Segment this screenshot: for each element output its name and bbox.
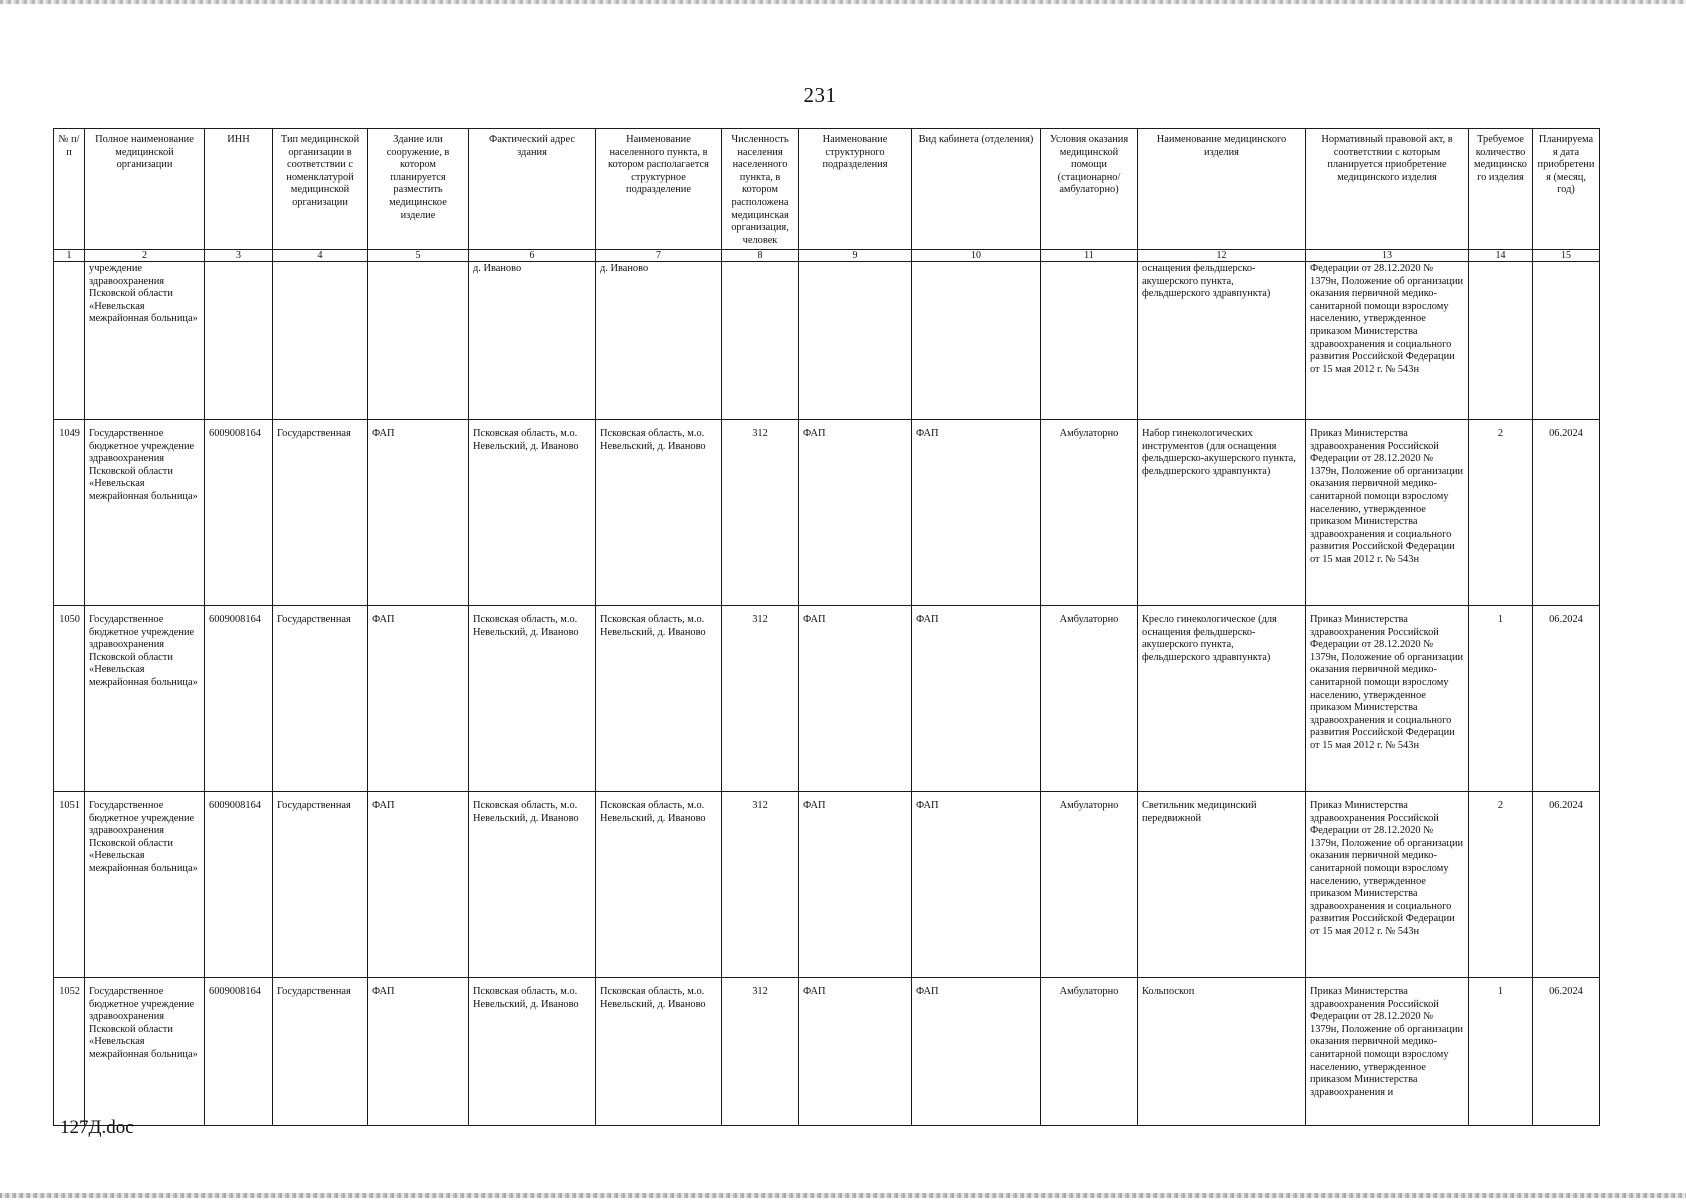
column-number: 9 (799, 250, 912, 262)
cell-inn: 6009008164 (205, 978, 273, 1126)
cell-num: 1051 (54, 792, 85, 978)
cell-conditions (1041, 262, 1138, 420)
header-cell-settlement: Наименование населенного пункта, в котором располагается структурное подразделение (596, 129, 722, 250)
cell-settlement: Псковская область, м.о. Невельский, д. Иваново (596, 792, 722, 978)
header-cell-type: Тип медицинской организации в соответствии с номенклатурой медицинской организации (273, 129, 368, 250)
cell-building: ФАП (368, 606, 469, 792)
cell-date: 06.2024 (1533, 978, 1600, 1126)
cell-org: Государственное бюджетное учреждение здравоохранения Псковской области «Невельская межрайонная больница» (85, 792, 205, 978)
cell-unit: ФАП (799, 420, 912, 606)
cell-address: Псковская область, м.о. Невельский, д. Иваново (469, 606, 596, 792)
cell-inn: 6009008164 (205, 420, 273, 606)
header-cell-unit: Наименование структурного подразделения (799, 129, 912, 250)
cell-org: Государственное бюджетное учреждение здравоохранения Псковской области «Невельская межрайонная больница» (85, 420, 205, 606)
column-number: 14 (1469, 250, 1533, 262)
cell-num: 1049 (54, 420, 85, 606)
header-cell-num: № п/п (54, 129, 85, 250)
cell-type: Государственная (273, 978, 368, 1126)
cell-date: 06.2024 (1533, 420, 1600, 606)
cell-date: 06.2024 (1533, 606, 1600, 792)
cell-cabinet (912, 262, 1041, 420)
cell-num: 1050 (54, 606, 85, 792)
cell-conditions: Амбулаторно (1041, 606, 1138, 792)
column-number: 13 (1306, 250, 1469, 262)
cell-type: Государственная (273, 420, 368, 606)
column-number: 7 (596, 250, 722, 262)
cell-num: 1052 (54, 978, 85, 1126)
column-number: 12 (1138, 250, 1306, 262)
cell-conditions: Амбулаторно (1041, 420, 1138, 606)
page-number: 231 (803, 83, 837, 107)
header-cell-act: Нормативный правовой акт, в соответствии с которым планируется приобретение медицинского изделия (1306, 129, 1469, 250)
cell-qty: 1 (1469, 978, 1533, 1126)
cell-cabinet: ФАП (912, 978, 1041, 1126)
cell-building: ФАП (368, 792, 469, 978)
cell-unit: ФАП (799, 606, 912, 792)
cell-unit (799, 262, 912, 420)
cell-num (54, 262, 85, 420)
cell-org: учреждение здравоохранения Псковской области «Невельская межрайонная больница» (85, 262, 205, 420)
cell-address: д. Иваново (469, 262, 596, 420)
header-cell-population: Численность населения населенного пункта, в котором расположена медицинская организация, человек (722, 129, 799, 250)
table-row (54, 792, 1600, 978)
scan-edge-bottom (0, 1193, 1686, 1198)
cell-unit: ФАП (799, 792, 912, 978)
cell-population: 312 (722, 792, 799, 978)
cell-act: Приказ Министерства здравоохранения Российской Федерации от 28.12.2020 № 1379н, Положение об организации оказания первичной медико-санитарной помощи взрослому населению, утвержденное приказом Министерства здравоохранения и социального развития Российской Федерации от 15 мая 2012 г. № 543н (1306, 792, 1469, 978)
cell-type (273, 262, 368, 420)
header-cell-address: Фактический адрес здания (469, 129, 596, 250)
cell-type: Государственная (273, 792, 368, 978)
cell-cabinet: ФАП (912, 606, 1041, 792)
header-cell-cabinet: Вид кабинета (отделения) (912, 129, 1041, 250)
cell-act: Приказ Министерства здравоохранения Российской Федерации от 28.12.2020 № 1379н, Положение об организации оказания первичной медико-санитарной помощи взрослому населению, утвержденное приказом Министерства здравоохранения и социального развития Российской Федерации от 15 мая 2012 г. № 543н (1306, 606, 1469, 792)
column-number: 5 (368, 250, 469, 262)
equipment-table (53, 128, 1600, 1126)
cell-inn: 6009008164 (205, 792, 273, 978)
scan-edge-top (0, 0, 1686, 4)
cell-qty: 1 (1469, 606, 1533, 792)
table-row (54, 606, 1600, 792)
column-number-row (54, 250, 1600, 262)
header-cell-device: Наименование медицинского изделия (1138, 129, 1306, 250)
cell-settlement: Псковская область, м.о. Невельский, д. Иваново (596, 606, 722, 792)
cell-population: 312 (722, 420, 799, 606)
cell-population: 312 (722, 606, 799, 792)
continuation-row (54, 262, 1600, 420)
table-row (54, 978, 1600, 1126)
cell-population: 312 (722, 978, 799, 1126)
cell-qty: 2 (1469, 420, 1533, 606)
header-row (54, 129, 1600, 250)
cell-act: Приказ Министерства здравоохранения Российской Федерации от 28.12.2020 № 1379н, Положение об организации оказания первичной медико-санитарной помощи взрослому населению, утвержденное приказом Министерства здравоохранения и социального развития Российской Федерации от 15 мая 2012 г. № 543н (1306, 420, 1469, 606)
column-number: 15 (1533, 250, 1600, 262)
header-cell-inn: ИНН (205, 129, 273, 250)
cell-cabinet: ФАП (912, 420, 1041, 606)
column-number: 10 (912, 250, 1041, 262)
cell-date (1533, 262, 1600, 420)
cell-org: Государственное бюджетное учреждение здравоохранения Псковской области «Невельская межрайонная больница» (85, 606, 205, 792)
cell-org: Государственное бюджетное учреждение здравоохранения Псковской области «Невельская межрайонная больница» (85, 978, 205, 1126)
cell-settlement: Псковская область, м.о. Невельский, д. Иваново (596, 978, 722, 1126)
cell-conditions: Амбулаторно (1041, 978, 1138, 1126)
cell-device: оснащения фельдшерско-акушерского пункта, фельдшерского здравпункта) (1138, 262, 1306, 420)
header-cell-qty: Требуемое количество медицинского изделия (1469, 129, 1533, 250)
cell-address: Псковская область, м.о. Невельский, д. Иваново (469, 792, 596, 978)
cell-address: Псковская область, м.о. Невельский, д. Иваново (469, 420, 596, 606)
cell-qty (1469, 262, 1533, 420)
cell-device: Светильник медицинский передвижной (1138, 792, 1306, 978)
cell-device: Набор гинекологических инструментов (для оснащения фельдшерско-акушерского пункта, фельдшерского здравпункта) (1138, 420, 1306, 606)
column-number: 2 (85, 250, 205, 262)
table-row (54, 420, 1600, 606)
cell-date: 06.2024 (1533, 792, 1600, 978)
cell-building: ФАП (368, 420, 469, 606)
header-cell-conditions: Условия оказания медицинской помощи (стационарно/ амбулаторно) (1041, 129, 1138, 250)
cell-settlement: д. Иваново (596, 262, 722, 420)
footer-filename: 127Д.doc (60, 1117, 134, 1138)
column-number: 3 (205, 250, 273, 262)
cell-inn: 6009008164 (205, 606, 273, 792)
cell-unit: ФАП (799, 978, 912, 1126)
cell-settlement: Псковская область, м.о. Невельский, д. Иваново (596, 420, 722, 606)
column-number: 8 (722, 250, 799, 262)
cell-act: Приказ Министерства здравоохранения Российской Федерации от 28.12.2020 № 1379н, Положение об организации оказания первичной медико-санитарной помощи взрослому населению, утвержденное приказом Министерства здравоохранения и (1306, 978, 1469, 1126)
header-cell-date: Планируемая дата приобретения (месяц, год) (1533, 129, 1600, 250)
cell-conditions: Амбулаторно (1041, 792, 1138, 978)
column-number: 4 (273, 250, 368, 262)
cell-type: Государственная (273, 606, 368, 792)
column-number: 11 (1041, 250, 1138, 262)
cell-building: ФАП (368, 978, 469, 1126)
cell-building (368, 262, 469, 420)
cell-qty: 2 (1469, 792, 1533, 978)
cell-population (722, 262, 799, 420)
cell-address: Псковская область, м.о. Невельский, д. Иваново (469, 978, 596, 1126)
cell-cabinet: ФАП (912, 792, 1041, 978)
cell-device: Кольпоскоп (1138, 978, 1306, 1126)
header-cell-org: Полное наименование медицинской организации (85, 129, 205, 250)
column-number: 1 (54, 250, 85, 262)
cell-inn (205, 262, 273, 420)
cell-device: Кресло гинекологическое (для оснащения фельдшерско-акушерского пункта, фельдшерского здравпункта) (1138, 606, 1306, 792)
column-number: 6 (469, 250, 596, 262)
cell-act: Федерации от 28.12.2020 № 1379н, Положение об организации оказания первичной медико-санитарной помощи взрослому населению, утвержденное приказом Министерства здравоохранения и социального развития Российской Федерации от 15 мая 2012 г. № 543н (1306, 262, 1469, 420)
header-cell-building: Здание или сооружение, в котором планируется разместить медицинское изделие (368, 129, 469, 250)
